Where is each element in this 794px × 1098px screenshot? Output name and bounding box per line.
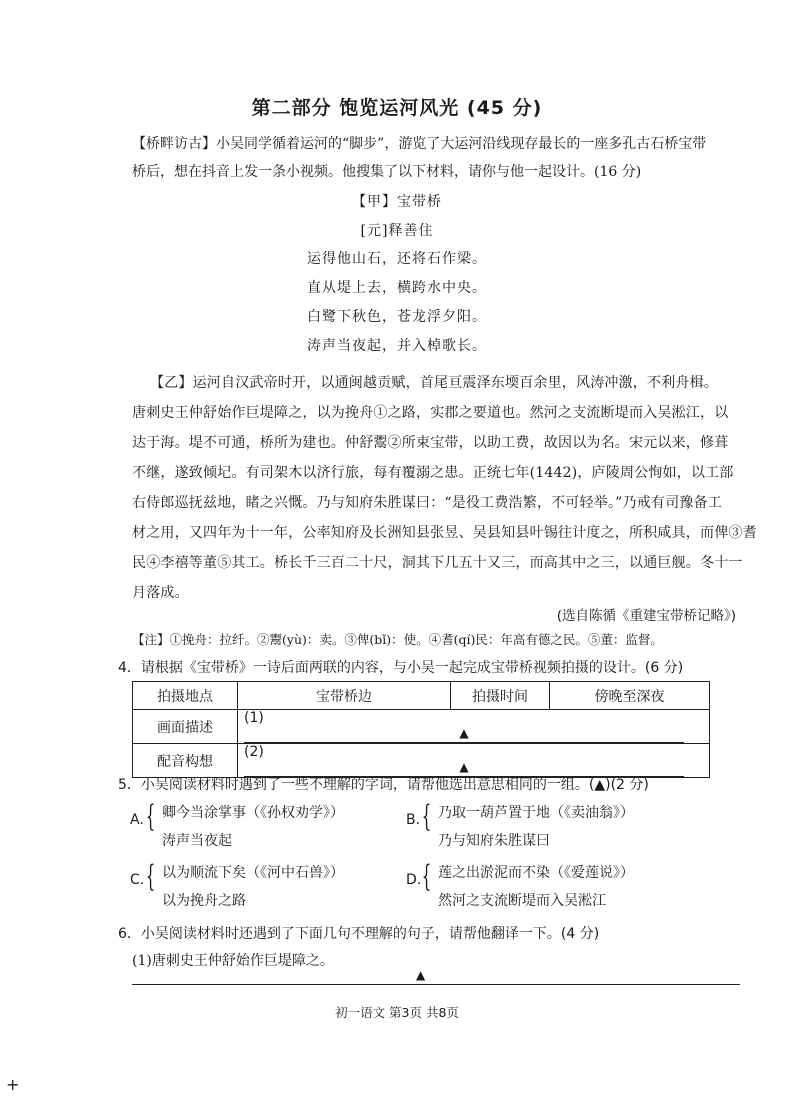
- option-c-label[interactable]: C.: [130, 872, 145, 888]
- yi-line-6: 材之用，又四年为十一年，公率知府及长洲知县张昱、吴县知县叶锡往计度之，所积咸具，而俾③耆: [132, 525, 757, 541]
- option-a-line-1: 卿今当涂掌事（《孙权劝学》）: [162, 805, 344, 821]
- question-6-sentence-1: (1)唐刺史王仲舒始作巨堤障之。: [132, 953, 334, 969]
- table-cell: 画面描述: [133, 710, 238, 744]
- fill-number-2: (2): [244, 744, 264, 760]
- intro-line-1: 【桥畔访古】小吴同学循着运河的“脚步”，游览了大运河沿线现存最长的一座多孔古石桥宝带: [132, 136, 707, 152]
- crosshair-mark-icon: +: [6, 1075, 20, 1094]
- table-cell: 傍晚至深夜: [550, 682, 710, 710]
- annotation-note: 【注】①挽舟：拉纤。②鬻(yù)：卖。③俾(bǐ)：使。④耆(qí)民：年高有德之民。⑤董：监督。: [132, 632, 663, 647]
- answer-blank-1[interactable]: [244, 726, 684, 743]
- option-c-line-1: 以为顺流下矣（《河中石兽》）: [162, 865, 344, 881]
- question-5: 5．小吴阅读材料时遇到了一些不理解的字词，请帮他选出意思相同的一组。(▲)(2 分): [118, 777, 649, 793]
- triangle-marker-icon: ▲: [416, 968, 426, 982]
- yi-line-1: 【乙】运河自汉武帝时开，以通闽越贡赋，首尾亘震泽东堧百余里，风涛冲激，不利舟楫。: [150, 375, 718, 391]
- fill-number-1: (1): [244, 710, 264, 726]
- yi-line-7: 民④李禧等董⑤其工。桥长千三百二十尺，洞其下几五十又三，而高其中之三，以通巨舰。冬十一: [132, 555, 743, 571]
- option-d-line-2: 然河之支流断堤而入吴淞江: [438, 893, 606, 909]
- brace-icon: {: [421, 859, 432, 894]
- option-b-label[interactable]: B.: [406, 812, 421, 828]
- brace-icon: {: [145, 799, 156, 834]
- yi-line-4: 不继，遂致倾圮。有司架木以济行旅，每有覆溺之患。正统七年(1442)，庐陵周公恂如，以工部: [132, 465, 734, 481]
- shooting-plan-table: [132, 681, 710, 778]
- brace-icon: {: [145, 859, 156, 894]
- triangle-marker-icon: ▲: [459, 726, 469, 740]
- table-cell: 配音构想: [133, 744, 238, 778]
- table-cell: 拍摄时间: [451, 682, 550, 710]
- answer-cell-2[interactable]: [238, 744, 710, 778]
- answer-cell-1[interactable]: [238, 710, 710, 744]
- option-b-line-2: 乃与知府朱胜谋曰: [438, 833, 550, 849]
- yi-source: (选自陈循《重建宝带桥记略》): [556, 608, 736, 624]
- option-d-label[interactable]: D.: [406, 872, 422, 888]
- yi-line-2: 唐刺史王仲舒始作巨堤障之，以为挽舟①之路，实郡之要道也。然河之支流断堤而入吴淞江，以: [132, 405, 729, 421]
- option-b-line-1: 乃取一葫芦置于地（《卖油翁》）: [438, 805, 634, 821]
- question-4: 4．请根据《宝带桥》一诗后面两联的内容，与小吴一起完成宝带桥视频拍摄的设计。(6 分): [118, 660, 684, 676]
- poem-line-1: 运得他山石，还将石作梁。: [307, 251, 487, 267]
- poem-line-2: 直从堤上去，横跨水中央。: [307, 280, 487, 296]
- yi-line-3: 达于海。堤不可通，桥所为建也。仲舒鬻②所束宝带，以助工费，故因以为名。宋元以来，修葺: [132, 435, 729, 451]
- option-c-line-2: 以为挽舟之路: [162, 893, 246, 909]
- option-a-line-2: 涛声当夜起: [162, 833, 232, 849]
- option-d-line-1: 莲之出淤泥而不染（《爱莲说》）: [438, 865, 634, 881]
- page-footer: 初一语文 第3页 共8页: [335, 1005, 459, 1020]
- table-row: [133, 682, 710, 710]
- question-6: 6．小吴阅读材料时还遇到了下面几句不理解的句子，请帮他翻译一下。(4 分): [118, 926, 600, 942]
- table-cell: 宝带桥边: [238, 682, 451, 710]
- answer-line[interactable]: [132, 984, 740, 985]
- poem-line-4: 涛声当夜起，并入棹歌长。: [307, 338, 487, 354]
- option-a-label[interactable]: A.: [130, 812, 144, 828]
- table-row: [133, 744, 710, 778]
- triangle-marker-icon: ▲: [459, 760, 469, 774]
- jia-author: [元]释善住: [360, 223, 434, 239]
- brace-icon: {: [421, 799, 432, 834]
- jia-heading: 【甲】宝带桥: [352, 194, 442, 210]
- page-title: 第二部分 饱览运河风光 (45 分): [251, 97, 543, 119]
- yi-line-5: 右侍郎巡抚兹地，睹之兴慨。乃与知府朱胜谋曰：“是役工费浩繁，不可轻举。”乃戒有司豫备工: [132, 495, 722, 511]
- table-cell: 拍摄地点: [133, 682, 238, 710]
- yi-line-8: 月落成。: [132, 585, 189, 601]
- poem-line-3: 白鹭下秋色，苍龙浮夕阳。: [307, 309, 487, 325]
- intro-line-2: 桥后，想在抖音上发一条小视频。他搜集了以下材料，请你与他一起设计。(16 分): [132, 164, 642, 180]
- table-row: [133, 710, 710, 744]
